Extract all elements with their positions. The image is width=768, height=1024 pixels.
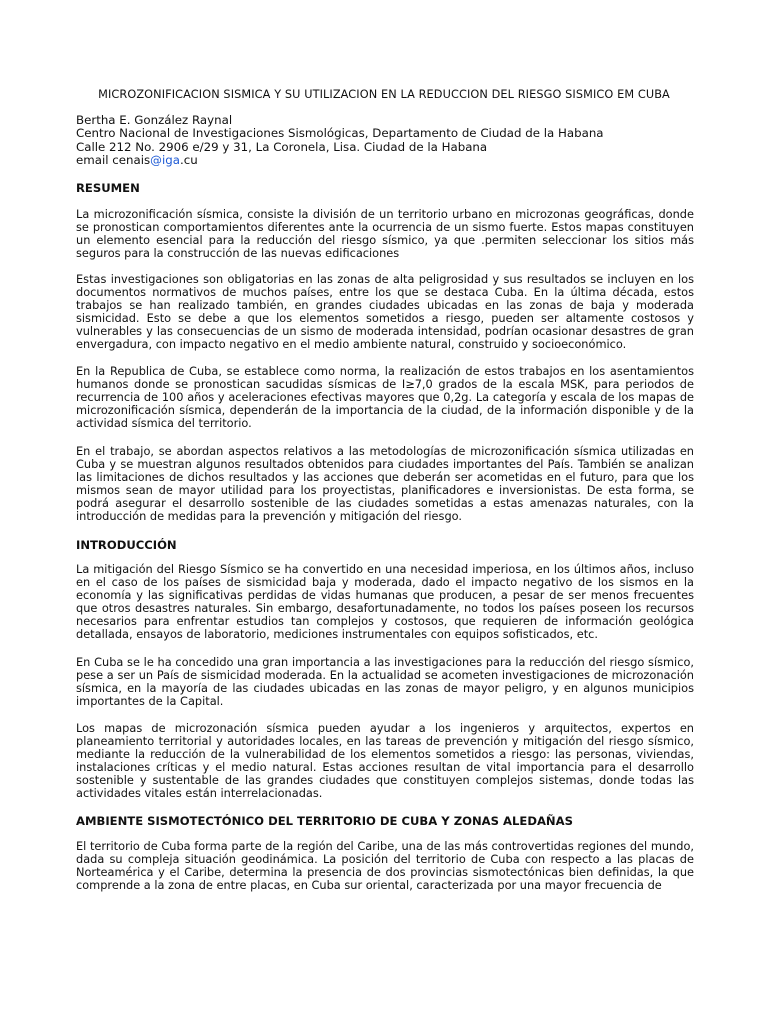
author-name: Bertha E. González Raynal bbox=[76, 113, 233, 127]
resumen-paragraph-1: La microzonificación sísmica, consiste la división de un territorio urbano en microzonas geográficas, donde se pronostican comportamientos diferentes ante la ocurrencia de un sismo fuerte. Estos mapas constituyen un elemento esencial para la reducción del riesgo sísmico, ya que .permiten seleccionar los sitios más seguros para la construcción de las nuevas edificaciones bbox=[76, 207, 694, 260]
author-address: Calle 212 No. 2906 e/29 y 31, La Coronela, Lisa. Ciudad de la Habana bbox=[76, 139, 488, 154]
email-prefix: email cenais bbox=[76, 153, 151, 168]
introduccion-paragraph-2: En Cuba se le ha concedido una gran importancia a las investigaciones para la reducción del riesgo sísmico, pese a ser un País de sismicidad moderada. En la actualidad se acometen investigaciones de microzonación sísmica, en la mayoría de las ciudades ubicadas en las zonas de mayor peligro, y en algunos municipios importantes de la Capital. bbox=[76, 655, 694, 708]
author-institution: Centro Nacional de Investigaciones Sismológicas, Departamento de Ciudad de la Habana bbox=[76, 126, 604, 141]
section-heading-introduccion: INTRODUCCIÓN bbox=[76, 538, 177, 552]
email-suffix: .cu bbox=[179, 153, 198, 168]
ambiente-paragraph-1: El territorio de Cuba forma parte de la región del Caribe, una de las más controvertidas regiones del mundo, dada su compleja situación geodinámica. La posición del territorio de Cuba con respecto a las placas de Norteamérica y el Caribe, determina la presencia de dos provincias sismotectónicas bien definidas, la que comprende a la zona de entre placas, en Cuba sur oriental, caracterizada por una mayor frecuencia de bbox=[76, 839, 694, 892]
resumen-paragraph-4: En el trabajo, se abordan aspectos relativos a las metodologías de microzonificación sísmica utilizadas en Cuba y se muestran algunos resultados obtenidos para ciudades importantes del País. También se analizan las limitaciones de dichos resultados y las acciones que deberán ser acometidas en el futuro, para que los mismos sean de mayor utilidad para los proyectistas, planificadores e inversionistas. De esta forma, se podrá asegurar el desarrollo sostenible de las ciudades sometidas a estas amenazas naturales, con la introducción de medidas para la prevención y mitigación del riesgo. bbox=[76, 444, 694, 523]
resumen-paragraph-2: Estas investigaciones son obligatorias en las zonas de alta peligrosidad y sus resultados se incluyen en los documentos normativos de muchos países, entre los que se destaca Cuba. En la última década, estos trabajos se han realizado también, en grandes ciudades ubicadas en las zonas de baja y moderada sismicidad. Esto se debe a que los elementos sometidos a riesgo, pueden ser altamente costosos y vulnerables y las consecuencias de un sismo de moderada intensidad, podrían ocasionar desastres de gran envergadura, con impacto negativo en el medio ambiente natural, construido y socioeconómico. bbox=[76, 272, 694, 351]
author-email bbox=[76, 154, 696, 167]
email-link[interactable]: @iga bbox=[150, 153, 180, 168]
introduccion-paragraph-3: Los mapas de microzonación sísmica pueden ayudar a los ingenieros y arquitectos, expertos en planeamiento territorial y autoridades locales, en las tareas de prevención y mitigación del riesgo sísmico, mediante la reducción de la vulnerabilidad de los elementos sometidos a riesgo: las personas, viviendas, instalaciones críticas y el medio natural. Estas acciones resultan de vital importancia para el desarrollo sostenible y sustentable de las grandes ciudades que constituyen complejos sistemas, donde todas las actividades vitales están interrelacionadas. bbox=[76, 721, 694, 800]
introduccion-paragraph-1: La mitigación del Riesgo Sísmico se ha convertido en una necesidad imperiosa, en los últimos años, incluso en el caso de los países de sismicidad baja y moderada, dado el impacto negativo de los sismos en la economía y las significativas perdidas de vidas humanas que producen, a pesar de ser menos frecuentes que otros desastres naturales. Sin embargo, desafortunadamente, no todos los países poseen los recursos necesarios para enfrentar estudios tan complejos y costosos, que requieren de información geológica detallada, ensayos de laboratorio, mediciones instrumentales con equipos sofisticados, etc. bbox=[76, 562, 694, 641]
section-heading-ambiente: AMBIENTE SISMOTECTÓNICO DEL TERRITORIO DE CUBA Y ZONAS ALEDAÑAS bbox=[76, 814, 573, 828]
resumen-paragraph-3: En la Republica de Cuba, se establece como norma, la realización de estos trabajos en los asentamientos humanos donde se pronostican sacudidas sísmicas de I≥7,0 grados de la escala MSK, para periodos de recurrencia de 100 años y aceleraciones efectivas mayores que 0,2g. La categoría y escala de los mapas de microzonificación sísmica, dependerán de la importancia de la ciudad, de la información disponible y de la actividad sísmica del territorio. bbox=[76, 364, 694, 430]
section-heading-resumen: RESUMEN bbox=[76, 181, 140, 195]
document-title: MICROZONIFICACION SISMICA Y SU UTILIZACION EN LA REDUCCION DEL RIESGO SISMICO EM CUBA bbox=[98, 88, 670, 101]
author-block bbox=[76, 114, 696, 168]
